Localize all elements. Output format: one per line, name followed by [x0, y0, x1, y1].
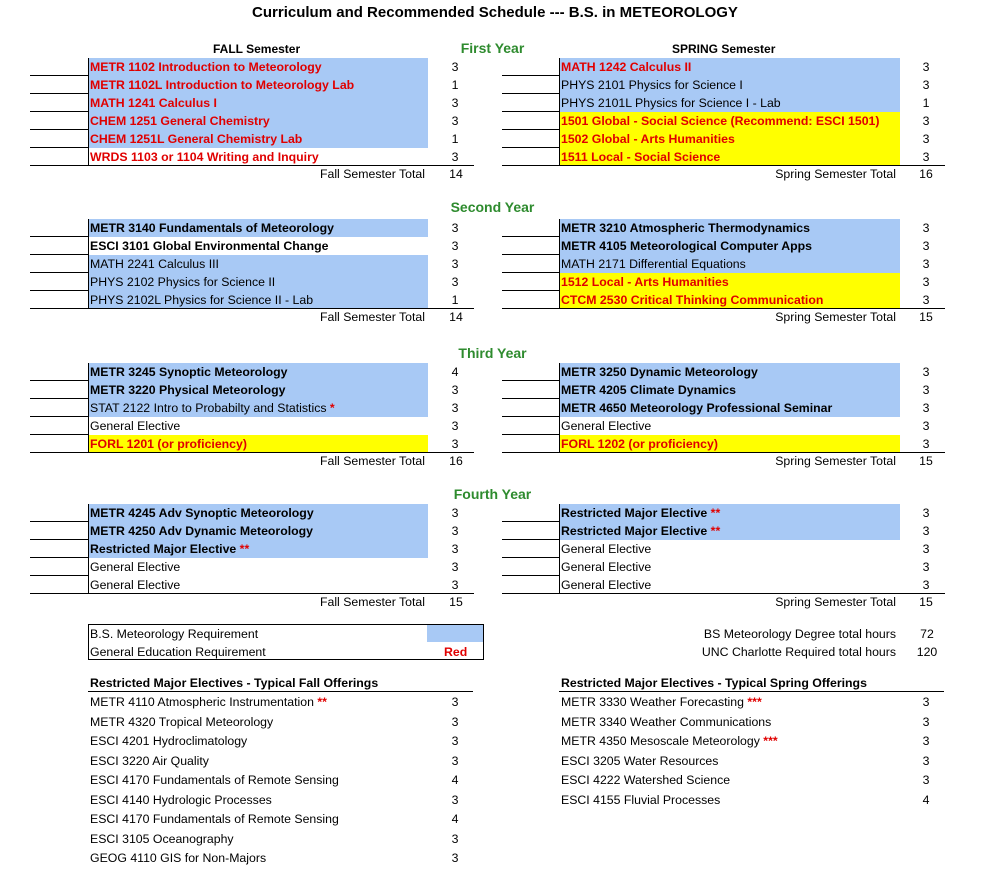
year-heading: Third Year	[458, 345, 527, 361]
course-name: CTCM 2530 Critical Thinking Communication	[561, 293, 824, 307]
course-name: METR 4205 Climate Dynamics	[561, 383, 736, 397]
offering-name: ESCI 4170 Fundamentals of Remote Sensing	[90, 812, 339, 826]
spring-total-label: Spring Semester Total	[775, 167, 896, 181]
elective-offering	[90, 771, 339, 790]
checkoff-blank-line[interactable]	[502, 539, 559, 540]
footnote-marker: **	[707, 506, 721, 520]
course-name: MATH 2171 Differential Equations	[561, 257, 746, 271]
checkoff-blank-line[interactable]	[502, 147, 559, 148]
checkoff-blank-line[interactable]	[502, 93, 559, 94]
elective-offering	[90, 849, 266, 868]
fall-total-label: Fall Semester Total	[319, 454, 425, 468]
legend-gen-ed-marker: Red	[444, 645, 468, 659]
credit-hours: 3	[451, 506, 459, 520]
fall-semester-header: FALL Semester	[213, 42, 301, 56]
checkoff-blank-line[interactable]	[502, 380, 559, 381]
offering-hours: 3	[451, 831, 459, 846]
course-name: METR 3210 Atmospheric Thermodynamics	[561, 221, 810, 235]
checkoff-blank-line[interactable]	[502, 521, 559, 522]
course-name: General Elective	[90, 419, 181, 433]
course-name: PHYS 2101 Physics for Science I	[561, 78, 743, 92]
degree-total-value: 72	[920, 627, 934, 641]
offering-name: METR 3340 Weather Communications	[561, 714, 772, 729]
spring-total-value: 16	[919, 167, 933, 181]
course-name: METR 4245 Adv Synoptic Meteorology	[90, 506, 314, 520]
offering-hours: 3	[451, 753, 459, 768]
footnote-marker: ***	[743, 695, 762, 709]
spring-course-row	[559, 130, 900, 148]
fall-course-row	[88, 522, 428, 540]
checkoff-blank-line[interactable]	[502, 434, 559, 435]
fall-course-row	[88, 130, 428, 148]
spring-course-row	[559, 255, 900, 273]
fall-course-row	[88, 363, 428, 381]
spring-course-row	[559, 237, 900, 255]
spring-left-rule	[559, 58, 560, 166]
fall-course-row	[88, 540, 428, 558]
course-name: 1512 Local - Arts Humanities	[561, 275, 729, 289]
elective-offering	[90, 752, 209, 771]
credit-hours: 3	[451, 578, 459, 592]
offering-hours: 4	[922, 792, 930, 807]
year-heading: Second Year	[450, 199, 535, 215]
checkoff-blank-line[interactable]	[30, 434, 88, 435]
checkoff-blank-line[interactable]	[30, 129, 88, 130]
checkoff-blank-line[interactable]	[502, 254, 559, 255]
course-name: METR 3140 Fundamentals of Meteorology	[90, 221, 334, 235]
credit-hours: 1	[451, 293, 459, 307]
course-name: FORL 1202 (or proficiency)	[561, 437, 718, 451]
credit-hours: 3	[451, 60, 459, 74]
checkoff-blank-line[interactable]	[502, 111, 559, 112]
credit-hours: 3	[922, 542, 930, 556]
checkoff-blank-line[interactable]	[30, 575, 88, 576]
fall-left-rule	[88, 363, 89, 453]
course-name: MATH 1241 Calculus I	[90, 96, 217, 110]
checkoff-blank-line[interactable]	[30, 236, 88, 237]
checkoff-blank-line[interactable]	[502, 129, 559, 130]
offering-hours: 3	[451, 714, 459, 729]
course-name: General Elective	[90, 578, 181, 592]
checkoff-blank-line[interactable]	[502, 593, 559, 594]
checkoff-blank-line[interactable]	[502, 272, 559, 273]
course-name: MATH 1242 Calculus II	[561, 60, 692, 74]
offering-name: ESCI 4155 Fluvial Processes	[561, 792, 721, 807]
credit-hours: 3	[922, 506, 930, 520]
credit-hours: 3	[922, 78, 930, 92]
fall-offerings-underline	[88, 691, 473, 692]
checkoff-blank-line[interactable]	[30, 93, 88, 94]
footnote-marker: ***	[759, 734, 778, 748]
course-name: PHYS 2102 Physics for Science II	[90, 275, 276, 289]
offering-name: ESCI 3220 Air Quality	[90, 753, 209, 768]
spring-course-row	[559, 148, 900, 166]
fall-left-rule	[88, 219, 89, 309]
elective-offering	[561, 713, 771, 732]
course-name: General Elective	[561, 578, 652, 592]
checkoff-blank-line[interactable]	[30, 165, 88, 166]
spring-course-row	[559, 576, 900, 594]
requirement-color-swatch	[427, 625, 483, 642]
credit-hours: 3	[451, 150, 459, 164]
checkoff-blank-line[interactable]	[30, 398, 88, 399]
checkoff-blank-line[interactable]	[30, 557, 88, 558]
legend-requirement-label: B.S. Meteorology Requirement	[90, 627, 259, 641]
course-name: General Elective	[90, 560, 181, 574]
checkoff-blank-line[interactable]	[502, 290, 559, 291]
course-name: Restricted Major Elective	[561, 524, 708, 538]
course-name: General Elective	[561, 560, 652, 574]
course-name: WRDS 1103 or 1104 Writing and Inquiry	[90, 150, 319, 164]
credit-hours: 3	[922, 239, 930, 253]
credit-hours: 3	[451, 401, 459, 415]
course-name: Restricted Major Elective	[90, 542, 237, 556]
credit-hours: 3	[451, 560, 459, 574]
credit-hours: 1	[451, 78, 459, 92]
credit-hours: 4	[451, 365, 459, 379]
checkoff-blank-line[interactable]	[30, 380, 88, 381]
fall-total-label: Fall Semester Total	[319, 595, 425, 609]
spring-course-row	[559, 399, 900, 417]
credit-hours: 3	[451, 524, 459, 538]
fall-course-row	[88, 112, 428, 130]
checkoff-blank-line[interactable]	[30, 521, 88, 522]
course-name: METR 3220 Physical Meteorology	[90, 383, 286, 397]
spring-course-row	[559, 558, 900, 576]
offering-hours: 3	[922, 734, 930, 748]
offering-hours: 3	[451, 695, 459, 709]
offering-hours: 4	[451, 773, 459, 787]
spring-semester-header: SPRING Semester	[672, 42, 776, 56]
spring-course-row	[559, 112, 900, 130]
fall-total-value: 14	[449, 310, 463, 324]
spring-course-row	[559, 363, 900, 381]
fall-total-value: 16	[449, 454, 463, 468]
spring-course-row	[559, 435, 900, 453]
fall-total-value: 15	[449, 595, 463, 609]
credit-hours: 3	[451, 275, 459, 289]
offering-hours: 3	[922, 753, 930, 768]
offering-hours: 3	[922, 695, 930, 709]
spring-left-rule	[559, 219, 560, 309]
degree-total-label: BS Meteorology Degree total hours	[703, 627, 896, 641]
course-name: PHYS 2101L Physics for Science I - Lab	[561, 96, 781, 110]
fall-course-row	[88, 58, 428, 76]
credit-hours: 1	[451, 132, 459, 146]
elective-offering	[561, 693, 762, 712]
elective-offering	[561, 771, 730, 790]
year-heading: Fourth Year	[453, 486, 532, 502]
fall-course-row	[88, 273, 428, 291]
checkoff-blank-line[interactable]	[30, 111, 88, 112]
fall-course-row	[88, 94, 428, 112]
offering-name: GEOG 4110 GIS for Non-Majors	[90, 851, 267, 865]
offering-name: METR 4350 Mesoscale Meteorology	[561, 734, 760, 748]
course-name: CHEM 1251L General Chemistry Lab	[90, 132, 303, 146]
spring-course-row	[559, 522, 900, 540]
offering-name: ESCI 4222 Watershed Science	[561, 773, 731, 787]
spring-course-row	[559, 417, 900, 435]
credit-hours: 3	[922, 132, 930, 146]
checkoff-blank-line[interactable]	[30, 416, 88, 417]
course-name: METR 4650 Meteorology Professional Seminar	[561, 401, 833, 415]
credit-hours: 3	[922, 578, 930, 592]
page-title: Curriculum and Recommended Schedule --- B.S. in METEOROLOGY	[252, 4, 738, 21]
checkoff-blank-line[interactable]	[30, 452, 88, 453]
fall-course-row	[88, 237, 428, 255]
footnote-marker: **	[236, 542, 250, 556]
credit-hours: 3	[451, 114, 459, 128]
spring-offerings-heading: Restricted Major Electives - Typical Spring Offerings	[561, 676, 867, 690]
elective-offering	[90, 791, 272, 810]
offering-name: ESCI 4201 Hydroclimatology	[90, 734, 248, 748]
offering-hours: 3	[922, 714, 930, 729]
credit-hours: 3	[922, 257, 930, 271]
spring-total-value: 15	[919, 595, 933, 609]
credit-hours: 3	[451, 383, 459, 397]
spring-course-row	[559, 381, 900, 399]
fall-total-value: 14	[449, 167, 463, 181]
elective-offering	[90, 830, 234, 849]
course-name: Restricted Major Elective	[561, 506, 708, 520]
spring-course-row	[559, 58, 900, 76]
course-name: METR 4250 Adv Dynamic Meteorology	[90, 524, 313, 538]
credit-hours: 3	[922, 524, 930, 538]
credit-hours: 3	[451, 542, 459, 556]
credit-hours: 3	[451, 257, 459, 271]
credit-hours: 3	[451, 437, 459, 451]
spring-total-label: Spring Semester Total	[775, 454, 896, 468]
credit-hours: 3	[922, 419, 930, 433]
course-name: METR 4105 Meteorological Computer Apps	[561, 239, 812, 253]
fall-course-row	[88, 381, 428, 399]
spring-course-row	[559, 219, 900, 237]
credit-hours: 3	[922, 560, 930, 574]
fall-course-row	[88, 558, 428, 576]
spring-course-row	[559, 94, 900, 112]
course-name: General Elective	[561, 419, 652, 433]
offering-name: ESCI 3205 Water Resources	[561, 753, 719, 768]
checkoff-blank-line[interactable]	[30, 593, 88, 594]
offering-hours: 3	[922, 773, 930, 787]
fall-course-row	[88, 504, 428, 522]
credit-hours: 3	[451, 96, 459, 110]
checkoff-blank-line[interactable]	[30, 539, 88, 540]
course-name: 1501 Global - Social Science (Recommend: ESCI 1501)	[561, 114, 880, 128]
elective-offering	[561, 791, 720, 810]
checkoff-blank-line[interactable]	[502, 452, 559, 453]
course-name: General Elective	[561, 542, 652, 556]
course-name: METR 3245 Synoptic Meteorology	[90, 365, 288, 379]
checkoff-blank-line[interactable]	[502, 398, 559, 399]
fall-course-row	[88, 291, 428, 309]
spring-course-row	[559, 291, 900, 309]
degree-total-label: UNC Charlotte Required total hours	[701, 645, 896, 659]
credit-hours: 3	[451, 221, 459, 235]
fall-total-label: Fall Semester Total	[319, 310, 425, 324]
offering-hours: 3	[451, 851, 459, 865]
offering-name: METR 4320 Tropical Meteorology	[90, 714, 274, 729]
spring-course-row	[559, 76, 900, 94]
checkoff-blank-line[interactable]	[30, 308, 88, 309]
checkoff-blank-line[interactable]	[30, 254, 88, 255]
credit-hours: 3	[451, 239, 459, 253]
fall-course-row	[88, 255, 428, 273]
offering-hours: 4	[451, 812, 459, 826]
fall-left-rule	[88, 58, 89, 166]
checkoff-blank-line[interactable]	[502, 557, 559, 558]
course-name: METR 1102 Introduction to Meteorology	[90, 60, 322, 74]
course-name: 1502 Global - Arts Humanities	[561, 132, 735, 146]
fall-course-row	[88, 417, 428, 435]
checkoff-blank-line[interactable]	[502, 416, 559, 417]
spring-left-rule	[559, 504, 560, 594]
checkoff-blank-line[interactable]	[30, 147, 88, 148]
checkoff-blank-line[interactable]	[502, 165, 559, 166]
legend-gen-ed-label: General Education Requirement	[90, 645, 266, 659]
elective-offering	[561, 732, 778, 751]
fall-course-row	[88, 435, 428, 453]
credit-hours: 3	[922, 383, 930, 397]
checkoff-blank-line[interactable]	[502, 75, 559, 76]
course-name: METR 3250 Dynamic Meteorology	[561, 365, 758, 379]
checkoff-blank-line[interactable]	[502, 575, 559, 576]
footnote-marker: **	[707, 524, 721, 538]
credit-hours: 3	[922, 293, 930, 307]
degree-total-value: 120	[916, 645, 938, 659]
spring-total-label: Spring Semester Total	[775, 595, 896, 609]
offering-name: ESCI 4170 Fundamentals of Remote Sensing	[90, 773, 339, 787]
checkoff-blank-line[interactable]	[502, 308, 559, 309]
elective-offering	[90, 713, 273, 732]
fall-course-row	[88, 576, 428, 594]
fall-course-row	[88, 219, 428, 237]
elective-offering	[90, 732, 247, 751]
course-name: MATH 2241 Calculus III	[90, 257, 219, 271]
course-name: 1511 Local - Social Science	[561, 150, 721, 164]
year-heading: First Year	[460, 40, 525, 56]
spring-total-label: Spring Semester Total	[775, 310, 896, 324]
course-name: CHEM 1251 General Chemistry	[90, 114, 270, 128]
checkoff-blank-line[interactable]	[502, 236, 559, 237]
spring-course-row	[559, 504, 900, 522]
offering-name: METR 3330 Weather Forecasting	[561, 695, 744, 709]
course-name: PHYS 2102L Physics for Science II - Lab	[90, 293, 314, 307]
offering-name: ESCI 4140 Hydrologic Processes	[90, 792, 272, 807]
elective-offering	[90, 693, 327, 712]
course-name: FORL 1201 (or proficiency)	[90, 437, 247, 451]
spring-total-value: 15	[919, 310, 933, 324]
fall-offerings-heading: Restricted Major Electives - Typical Fall Offerings	[90, 676, 379, 690]
credit-hours: 1	[922, 96, 930, 110]
credit-hours: 3	[922, 365, 930, 379]
fall-course-row	[88, 148, 428, 166]
spring-offerings-underline	[559, 691, 944, 692]
credit-hours: 3	[922, 150, 930, 164]
credit-hours: 3	[922, 114, 930, 128]
course-name: STAT 2122 Intro to Probabilty and Statistics	[90, 401, 327, 415]
credit-hours: 3	[922, 275, 930, 289]
credit-hours: 3	[922, 221, 930, 235]
checkoff-blank-line[interactable]	[30, 272, 88, 273]
fall-course-row	[88, 399, 428, 417]
offering-name: METR 4110 Atmospheric Instrumentation	[90, 695, 314, 709]
spring-left-rule	[559, 363, 560, 453]
elective-offering	[90, 810, 339, 829]
credit-hours: 3	[922, 401, 930, 415]
elective-offering	[561, 752, 718, 771]
course-name: METR 1102L Introduction to Meteorology Lab	[90, 78, 355, 92]
course-name: ESCI 3101 Global Environmental Change	[90, 239, 329, 253]
fall-left-rule	[88, 504, 89, 594]
footnote-marker: *	[326, 401, 335, 415]
fall-total-label: Fall Semester Total	[319, 167, 425, 181]
offering-hours: 3	[451, 734, 459, 748]
credit-hours: 3	[451, 419, 459, 433]
checkoff-blank-line[interactable]	[30, 75, 88, 76]
offering-name: ESCI 3105 Oceanography	[90, 831, 234, 846]
footnote-marker: **	[313, 695, 327, 709]
fall-course-row	[88, 76, 428, 94]
spring-course-row	[559, 273, 900, 291]
spring-course-row	[559, 540, 900, 558]
credit-hours: 3	[922, 60, 930, 74]
spring-total-value: 15	[919, 454, 933, 468]
offering-hours: 3	[451, 792, 459, 807]
credit-hours: 3	[922, 437, 930, 451]
checkoff-blank-line[interactable]	[30, 290, 88, 291]
